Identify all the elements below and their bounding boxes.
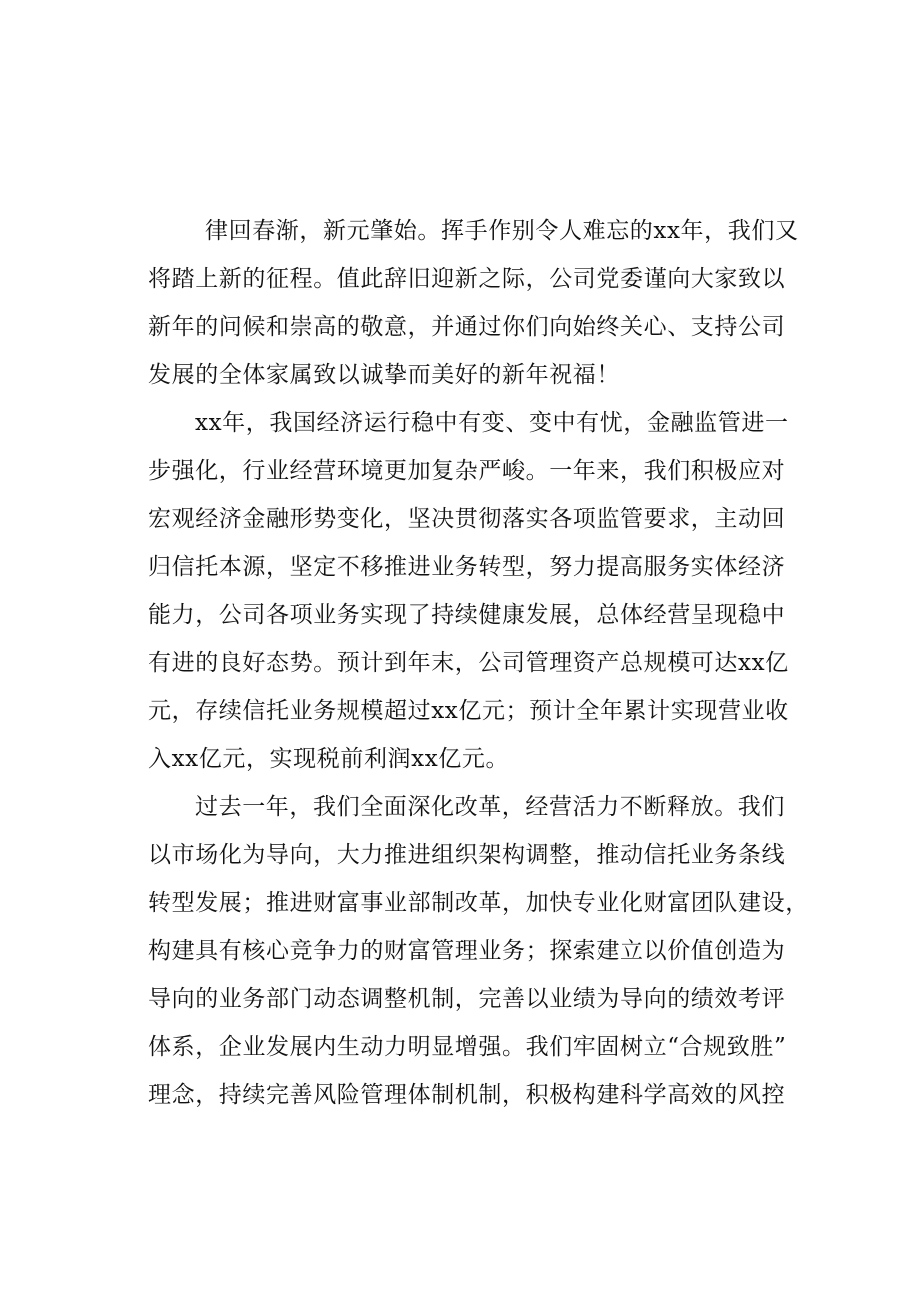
paragraph-2-line-6: 有进的良好态势。预计到年末，公司管理资产总规模可达xx亿 bbox=[148, 650, 789, 676]
paragraph-2-line-3: 宏观经济金融形势变化，坚决贯彻落实各项监管要求，主动回 bbox=[148, 506, 786, 532]
paragraph-3-line-2: 以市场化为导向，大力推进组织架构调整，推动信托业务条线 bbox=[148, 842, 786, 868]
paragraph-2-line-2: 步强化，行业经营环境更加复杂严峻。一年来，我们积极应对 bbox=[148, 458, 786, 484]
paragraph-3-line-3: 转型发展；推进财富事业部制改革，加快专业化财富团队建设， bbox=[148, 890, 809, 916]
paragraph-3-line-7: 理念，持续完善风险管理体制机制，积极构建科学高效的风控 bbox=[148, 1082, 786, 1108]
paragraph-3-line-4: 构建具有核心竞争力的财富管理业务；探索建立以价值创造为 bbox=[148, 938, 786, 964]
paragraph-2-line-7: 元，存续信托业务规模超过xx亿元；预计全年累计实现营业收 bbox=[148, 698, 789, 724]
paragraph-2-line-4: 归信托本源，坚定不移推进业务转型，努力提高服务实体经济 bbox=[148, 554, 786, 580]
paragraph-3-line-5: 导向的业务部门动态调整机制，完善以业绩为导向的绩效考评 bbox=[148, 986, 786, 1012]
paragraph-3-line-6: 体系，企业发展内生动力明显增强。我们牢固树立“合规致胜” bbox=[148, 1034, 787, 1060]
paragraph-2-line-1: xx年，我国经济运行稳中有变、变中有忧，金融监管进一 bbox=[195, 410, 789, 436]
paragraph-3-line-1: 过去一年，我们全面深化改革，经营活力不断释放。我们 bbox=[195, 794, 785, 820]
paragraph-1-line-3: 新年的问候和崇高的敬意，并通过你们向始终关心、支持公司 bbox=[148, 314, 786, 340]
paragraph-1-line-4: 发展的全体家属致以诚挚而美好的新年祝福！ bbox=[148, 362, 620, 388]
paragraph-1-line-2: 将踏上新的征程。值此辞旧迎新之际，公司党委谨向大家致以 bbox=[148, 266, 786, 292]
paragraph-2-line-8: 入xx亿元，实现税前利润xx亿元。 bbox=[148, 746, 510, 772]
paragraph-2-line-5: 能力，公司各项业务实现了持续健康发展，总体经营呈现稳中 bbox=[148, 602, 786, 628]
paragraph-1-line-1: 律回春渐，新元肇始。挥手作别令人难忘的xx年，我们又 bbox=[205, 218, 799, 244]
